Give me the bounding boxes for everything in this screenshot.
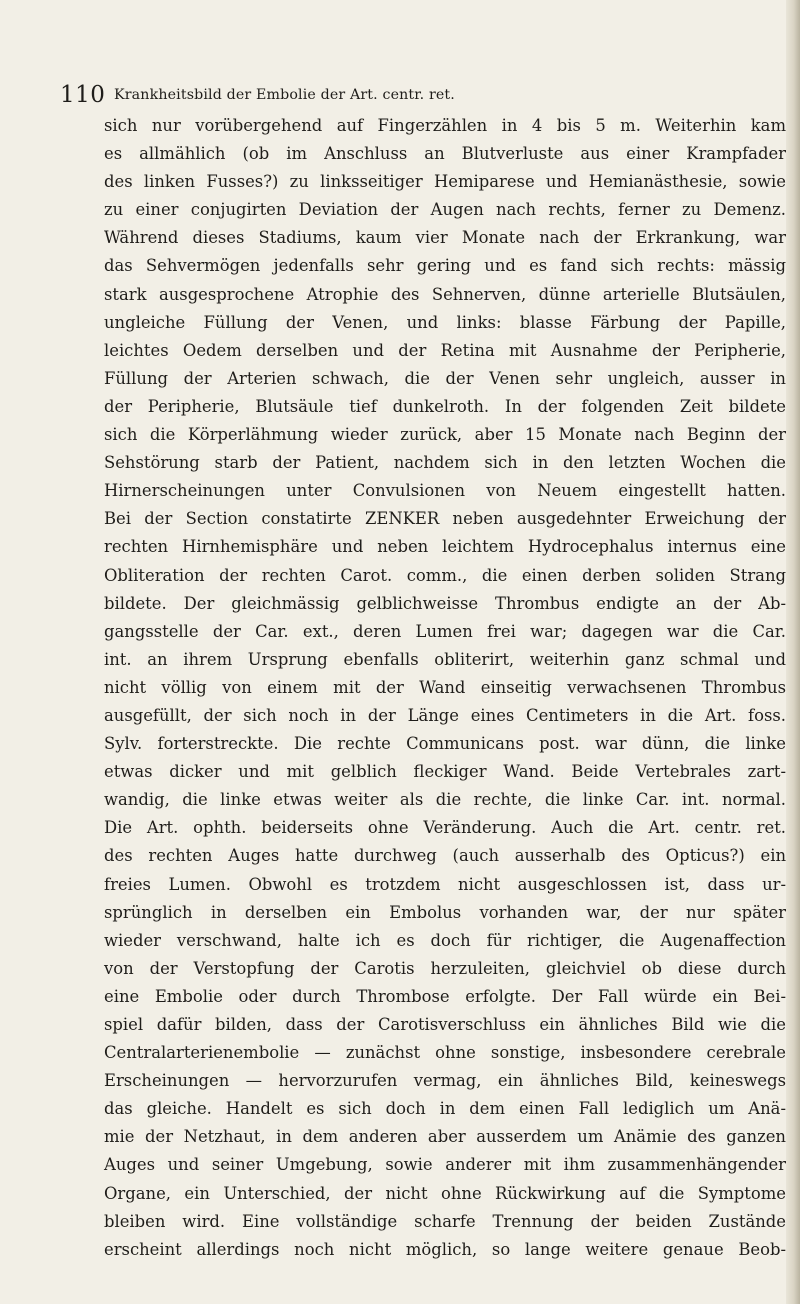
running-title: Krankheitsbild der Embolie der Art. centr. ret. <box>114 87 455 103</box>
text-line: ungleiche Füllung der Venen, und links: blasse Färbung der Papille, <box>104 312 786 332</box>
text-line: Hirnerscheinungen unter Convulsionen von Neuem eingestellt hatten. <box>104 481 786 501</box>
text-line: des linken Fusses?) zu linksseitiger Hemiparese und Hemianästhesie, sowie <box>104 172 786 192</box>
text-line: wandig, die linke etwas weiter als die rechte, die linke Car. int. normal. <box>104 790 786 810</box>
text-line: stark ausgesprochene Atrophie des Sehnerven, dünne arterielle Blutsäulen, <box>104 284 786 304</box>
text-line: bleiben wird. Eine vollständige scharfe Trennung der beiden Zustände <box>104 1211 786 1231</box>
text-line: Während dieses Stadiums, kaum vier Monate nach der Erkrankung, war <box>104 228 786 248</box>
text-line: Organe, ein Unterschied, der nicht ohne Rückwirkung auf die Symptome <box>104 1183 786 1203</box>
text-line: Erscheinungen — hervorzurufen vermag, ein ähnliches Bild, keineswegs <box>104 1071 786 1091</box>
text-line: von der Verstopfung der Carotis herzuleiten, gleichviel ob diese durch <box>104 958 786 978</box>
text-line: nicht völlig von einem mit der Wand einseitig verwachsenen Thrombus <box>104 677 786 697</box>
text-line: Centralarterienembolie — zunächst ohne sonstige, insbesondere cerebrale <box>104 1043 786 1063</box>
text-line: wieder verschwand, halte ich es doch für richtiger, die Augenaffection <box>104 930 786 950</box>
text-line: das Sehvermögen jedenfalls sehr gering und es fand sich rechts: mässig <box>104 256 786 276</box>
text-line: sich die Körperlähmung wieder zurück, aber 15 Monate nach Beginn der <box>104 425 786 445</box>
text-line: das gleiche. Handelt es sich doch in dem einen Fall lediglich um Anä- <box>104 1099 786 1119</box>
text-line: leichtes Oedem derselben und der Retina mit Ausnahme der Peripherie, <box>104 340 786 360</box>
text-line: etwas dicker und mit gelblich fleckiger Wand. Beide Vertebrales zart- <box>104 762 786 782</box>
page-number: 110 <box>60 82 106 108</box>
text-line: rechten Hirnhemisphäre und neben leichtem Hydrocephalus internus eine <box>104 537 786 557</box>
text-line: eine Embolie oder durch Thrombose erfolgte. Der Fall würde ein Bei- <box>104 986 786 1006</box>
text-line: erscheint allerdings noch nicht möglich, so lange weitere genaue Beob- <box>104 1239 786 1259</box>
text-line: ausgefüllt, der sich noch in der Länge eines Centimeters in die Art. foss. <box>104 705 786 725</box>
body-text <box>104 112 786 1264</box>
text-line: int. an ihrem Ursprung ebenfalls obliterirt, weiterhin ganz schmal und <box>104 649 786 669</box>
text-line: Auges und seiner Umgebung, sowie anderer mit ihm zusammenhängender <box>104 1155 786 1175</box>
text-line: des rechten Auges hatte durchweg (auch ausserhalb des Opticus?) ein <box>104 846 786 866</box>
text-line: der Peripherie, Blutsäule tief dunkelroth. In der folgenden Zeit bildete <box>104 396 786 416</box>
text-line: Obliteration der rechten Carot. comm., die einen derben soliden Strang <box>104 565 786 585</box>
page-header <box>60 82 780 116</box>
text-line: Sehstörung starb der Patient, nachdem sich in den letzten Wochen die <box>104 453 786 473</box>
text-line: Sylv. forterstreckte. Die rechte Communicans post. war dünn, die linke <box>104 734 786 754</box>
text-line: bildete. Der gleichmässig gelblichweisse Thrombus endigte an der Ab- <box>104 593 786 613</box>
text-line: zu einer conjugirten Deviation der Augen nach rechts, ferner zu Demenz. <box>104 200 786 220</box>
text-line: Füllung der Arterien schwach, die der Venen sehr ungleich, ausser in <box>104 368 786 388</box>
text-line: spiel dafür bilden, dass der Carotisverschluss ein ähnliches Bild wie die <box>104 1015 786 1034</box>
page-edge-shadow <box>786 0 800 1304</box>
text-line: sprünglich in derselben ein Embolus vorhanden war, der nur später <box>104 902 786 922</box>
text-line: freies Lumen. Obwohl es trotzdem nicht ausgeschlossen ist, dass ur- <box>104 874 786 894</box>
text-line: mie der Netzhaut, in dem anderen aber ausserdem um Anämie des ganzen <box>104 1127 786 1147</box>
text-line: es allmählich (ob im Anschluss an Blutverluste aus einer Krampfader <box>104 144 786 164</box>
text-line: Bei der Section constatirte ZENKER neben ausgedehnter Erweichung der <box>104 509 786 529</box>
text-line: Die Art. ophth. beiderseits ohne Veränderung. Auch die Art. centr. ret. <box>104 818 786 838</box>
text-line: gangsstelle der Car. ext., deren Lumen frei war; dagegen war die Car. <box>104 621 786 641</box>
text-line: sich nur vorübergehend auf Fingerzählen in 4 bis 5 m. Weiterhin kam <box>104 116 786 135</box>
